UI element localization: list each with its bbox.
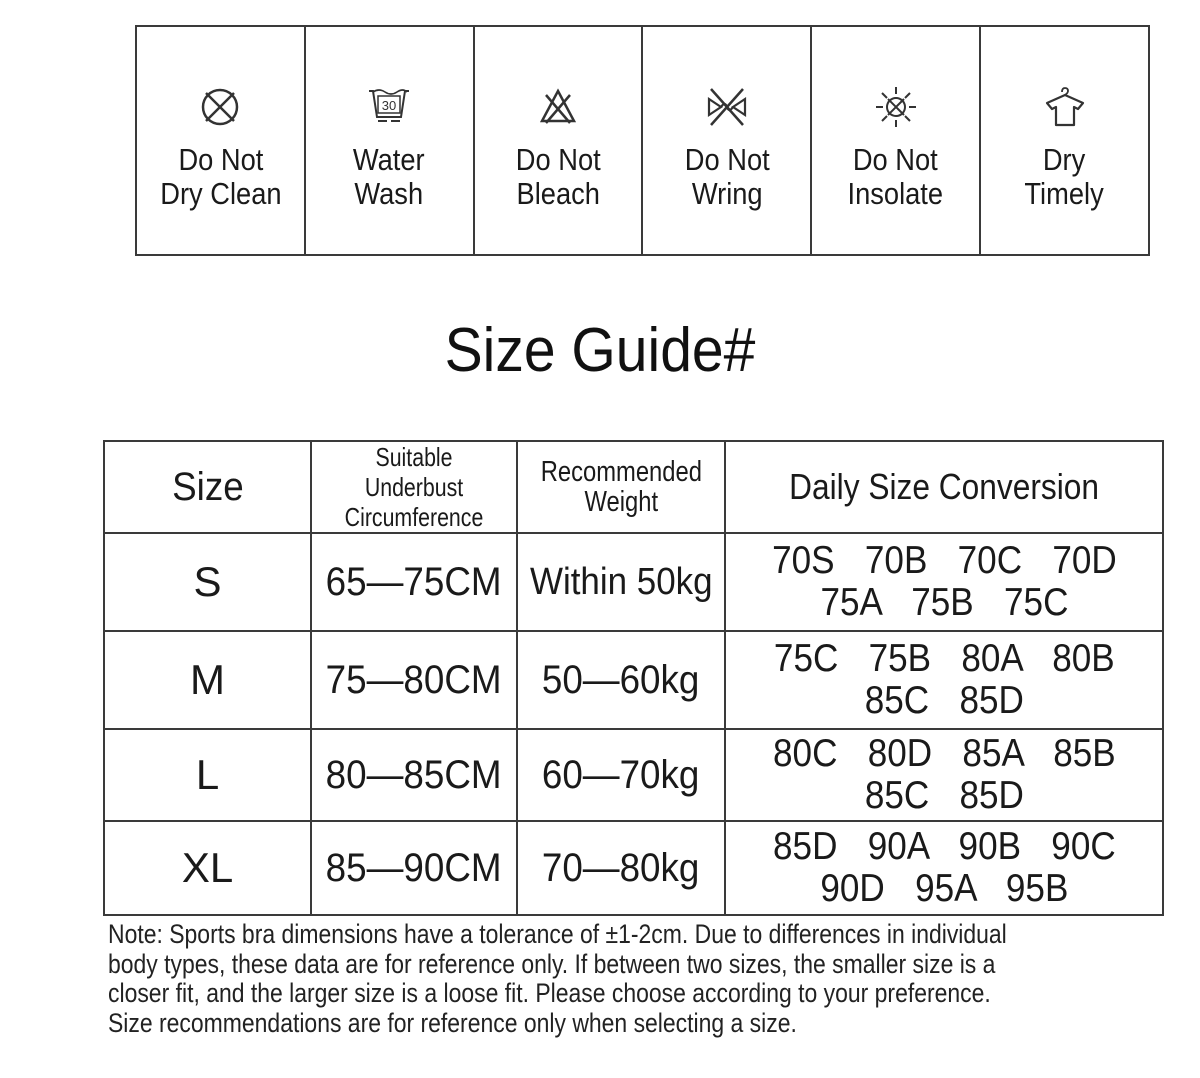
cell-underbust: 75—80CM bbox=[311, 631, 517, 729]
care-label: Do Not Bleach bbox=[515, 142, 601, 211]
no-dry-clean-icon bbox=[196, 83, 244, 131]
care-cell-no-bleach bbox=[475, 27, 644, 254]
size-note: Note: Sports bra dimensions have a tolerance of ±1-2cm. Due to differences in individual body types, these data are for reference only. If between two sizes, the smaller size is a closer fit, and the larger size is a loose fit. Please choose according to your preference. Size recommendations are for reference only when selecting a size. bbox=[108, 919, 1007, 1038]
table-row bbox=[104, 631, 1163, 729]
care-cell-no-insolate bbox=[812, 27, 981, 254]
cell-size: M bbox=[104, 631, 311, 729]
cell-conversion: 80C 80D 85A 85B 85C 85D bbox=[725, 729, 1163, 821]
cell-underbust: 80—85CM bbox=[311, 729, 517, 821]
no-sun-icon bbox=[872, 83, 920, 131]
no-bleach-icon bbox=[534, 83, 582, 131]
cell-weight: 50—60kg bbox=[517, 631, 725, 729]
cell-size: S bbox=[104, 533, 311, 631]
table-row bbox=[104, 729, 1163, 821]
water-wash-30-icon bbox=[365, 83, 413, 131]
table-row bbox=[104, 821, 1163, 915]
cell-weight: Within 50kg bbox=[517, 533, 725, 631]
care-label: Do Not Dry Clean bbox=[159, 142, 282, 211]
care-cell-water-wash bbox=[306, 27, 475, 254]
svg-text:30: 30 bbox=[382, 98, 397, 113]
page-title: Size Guide# bbox=[444, 316, 756, 385]
cell-weight: 70—80kg bbox=[517, 821, 725, 915]
care-label: Dry Timely bbox=[1024, 142, 1105, 211]
table-header-row bbox=[104, 441, 1163, 533]
cell-size: XL bbox=[104, 821, 311, 915]
care-label: Do Not Insolate bbox=[847, 142, 944, 211]
dry-timely-icon bbox=[1041, 83, 1089, 131]
care-label: Do Not Wring bbox=[684, 142, 770, 211]
care-instructions-table bbox=[135, 25, 1150, 256]
care-cell-dry-timely bbox=[981, 27, 1148, 254]
care-cell-no-dry-clean bbox=[137, 27, 306, 254]
size-guide-table bbox=[103, 440, 1164, 916]
table-row bbox=[104, 533, 1163, 631]
header-daily-conversion: Daily Size Conversion bbox=[725, 441, 1163, 533]
header-size: Size bbox=[104, 441, 311, 533]
header-weight: Recommended Weight bbox=[517, 441, 725, 533]
cell-underbust: 65—75CM bbox=[311, 533, 517, 631]
cell-conversion: 85D 90A 90B 90C 90D 95A 95B bbox=[725, 821, 1163, 915]
no-wring-icon bbox=[703, 83, 751, 131]
care-cell-no-wring bbox=[643, 27, 812, 254]
header-underbust: Suitable Underbust Circumference bbox=[311, 441, 517, 533]
care-label: Water Wash bbox=[353, 142, 426, 211]
cell-size: L bbox=[104, 729, 311, 821]
cell-conversion: 70S 70B 70C 70D 75A 75B 75C bbox=[725, 533, 1163, 631]
cell-underbust: 85—90CM bbox=[311, 821, 517, 915]
cell-conversion: 75C 75B 80A 80B 85C 85D bbox=[725, 631, 1163, 729]
cell-weight: 60—70kg bbox=[517, 729, 725, 821]
